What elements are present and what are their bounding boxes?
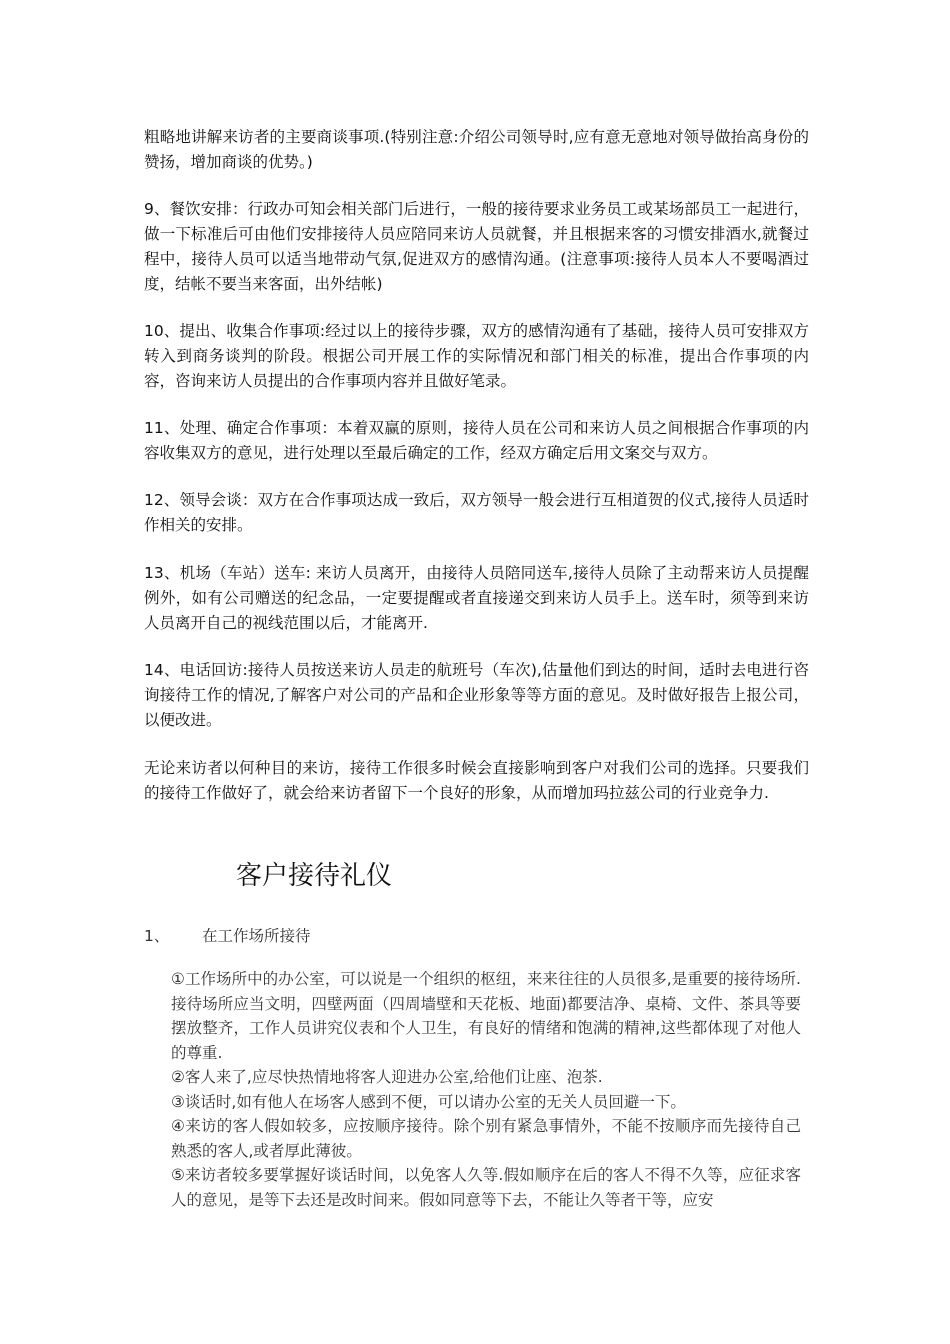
list-item: ⑤来访者较多要掌握好谈话时间，以免客人久等.假如顺序在后的客人不得不久等，应征求客人的意见，是等下去还是改时间来。假如同意等下去，不能让久等者干等，应安 xyxy=(171,1166,801,1209)
paragraph-phone-followup: 14、电话回访:接待人员按送来访人员走的航班号（车次),估量他们到达的时间，适时去电进行咨询接待工作的情况,了解客户对公司的产品和企业形象等等方面的意见。及时做好报告上报公司，以便改进。 xyxy=(144,661,809,729)
list-item: ②客人来了,应尽快热情地将客人迎进办公室,给他们让座、泡茶. xyxy=(171,1068,603,1086)
section-title: 客户接待礼仪 xyxy=(236,861,393,891)
list-item: ①工作场所中的办公室，可以说是一个组织的枢纽，来来往往的人员很多,是重要的接待场所.接待场所应当文明，四壁两面（四周墙壁和天花板、地面)都要洁净、桌椅、文件、茶具等要摆放整齐，工作人员讲究仪表和个人卫生，有良好的情绪和饱满的精神,这些都体现了对他人的尊重. xyxy=(171,970,801,1062)
list-item: ③谈话时,如有他人在场客人感到不便，可以请办公室的无关人员回避一下。 xyxy=(171,1092,686,1111)
paragraph-business-talk: 粗略地讲解来访者的主要商谈事项.(特别注意:介绍公司领导时,应有意无意地对领导做抬高身份的赞扬，增加商谈的优势。) xyxy=(144,128,809,171)
section-number: 1、 xyxy=(144,927,170,945)
section-heading-text: 在工作场所接待 xyxy=(202,927,311,945)
paragraph-airport-send: 13、机场（车站）送车: 来访人员离开，由接待人员陪同送车,接待人员除了主动帮来访人员提醒例外，如有公司赠送的纪念品，一定要提醒或者直接递交到来访人员手上。送车时，须等到来访人员离开自己的视线范围以后，才能离开. xyxy=(144,564,809,632)
paragraph-cooperation-collect: 10、提出、收集合作事项:经过以上的接待步骤，双方的感情沟通有了基础，接待人员可安排双方转入到商务谈判的阶段。根据公司开展工作的实际情况和部门相关的标准，提出合作事项的内容，咨询来访人员提出的合作事项内容并且做好笔录。 xyxy=(144,322,809,390)
paragraph-conclusion: 无论来访者以何种目的来访，接待工作很多时候会直接影响到客户对我们公司的选择。只要我们的接待工作做好了，就会给来访者留下一个良好的形象，从而增加玛拉兹公司的行业竞争力. xyxy=(144,759,809,802)
list-item: ④来访的客人假如较多，应按顺序接待。除个别有紧急事情外，不能不按顺序而先接待自己熟悉的客人,或者厚此薄彼。 xyxy=(171,1117,801,1160)
paragraph-dining: 9、餐饮安排：行政办可知会相关部门后进行，一般的接待要求业务员工或某场部员工一起进行，做一下标准后可由他们安排接待人员应陪同来访人员就餐，并且根据来客的习惯安排酒水,就餐过程中，接待人员可以适当地带动气氛,促进双方的感情沟通。(注意事项:接待人员本人不要喝酒过度，结帐不要当来客面，出外结帐) xyxy=(144,200,809,293)
paragraph-cooperation-confirm: 11、处理、确定合作事项：本着双赢的原则，接待人员在公司和来访人员之间根据合作事项的内容收集双方的意见，进行处理以至最后确定的工作，经双方确定后用文案交与双方。 xyxy=(144,419,809,462)
reception-list xyxy=(171,967,801,1212)
section-heading xyxy=(144,924,311,949)
paragraph-leader-meeting: 12、领导会谈：双方在合作事项达成一致后，双方领导一般会进行互相道贺的仪式,接待人员适时作相关的安排。 xyxy=(144,491,809,534)
